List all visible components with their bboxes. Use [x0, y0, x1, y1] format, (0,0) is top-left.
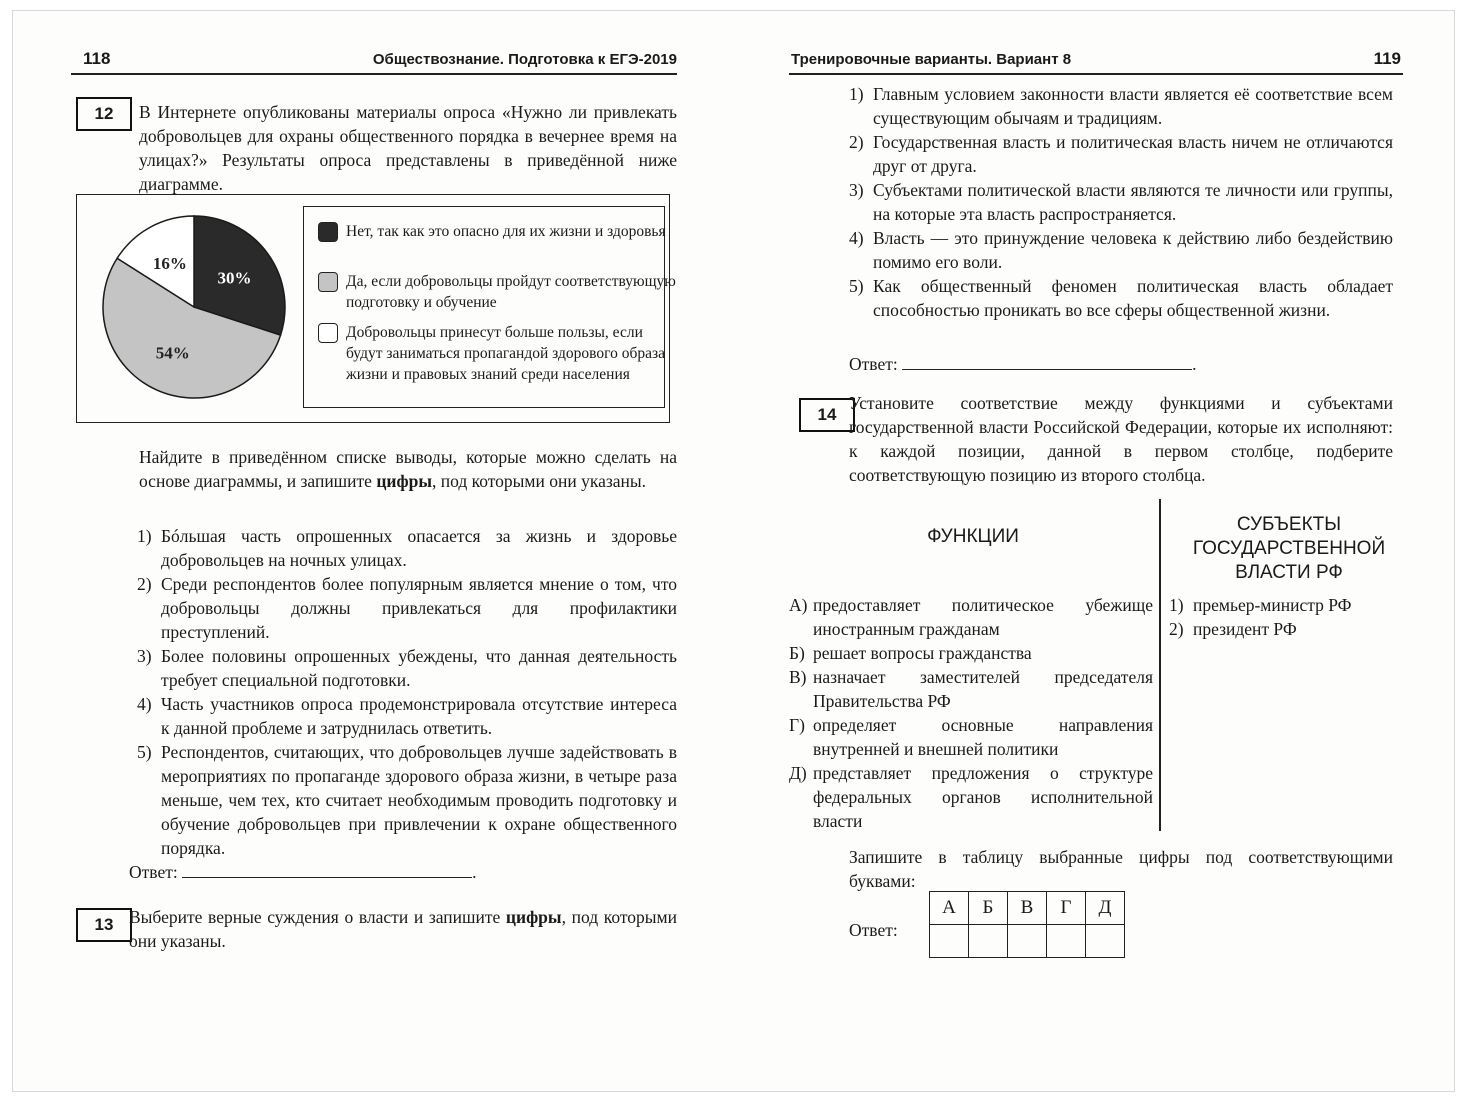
answer-input-cell[interactable]	[1047, 925, 1086, 958]
task-text: , под которыми они указаны.	[129, 907, 677, 951]
item-text: представляет предложения о структуре федеральных органов исполнительной власти	[813, 763, 1153, 831]
pie-slice-label: 30%	[217, 268, 252, 288]
pie-slice-label: 16%	[152, 254, 187, 274]
functions-list	[789, 593, 1153, 833]
answer-letter-cell: Г	[1047, 892, 1086, 925]
answer-line[interactable]	[182, 863, 472, 878]
book-spread	[12, 10, 1455, 1092]
item-number: 4)	[849, 228, 864, 248]
answer-letter-cell: Б	[969, 892, 1008, 925]
running-head-right	[789, 43, 1403, 75]
list-item	[137, 740, 677, 860]
answer-end: .	[472, 862, 477, 882]
pie-chart	[77, 195, 299, 420]
question-14-answer-label: Ответ:	[849, 920, 898, 940]
write-instruction: Запишите в таблицу выбранные цифры под соответствующими буквами:	[849, 847, 1393, 891]
item-text: Государственная власть и политическая власть ничем не отличаются друг от друга.	[873, 132, 1393, 176]
answer-label: Ответ:	[129, 862, 178, 882]
list-item	[789, 665, 1153, 713]
item-text: Как общественный феномен политическая власть обладает способностью проникать во все сферы общественной жизни.	[873, 276, 1393, 320]
answer-line[interactable]	[902, 355, 1192, 370]
right-page	[733, 11, 1454, 1091]
list-item	[849, 178, 1393, 226]
answer-input-cell[interactable]	[1008, 925, 1047, 958]
functions-header: ФУНКЦИИ	[927, 526, 1019, 547]
column-divider	[1159, 499, 1161, 831]
list-item	[849, 82, 1393, 130]
item-number: 5)	[849, 276, 864, 296]
item-text: Бóльшая часть опрошенных опасается за жизнь и здоровье добровольцев на ночных улицах.	[161, 526, 677, 570]
item-text: определяет основные направления внутренней и внешней политики	[813, 715, 1153, 759]
item-text: Более половины опрошенных убеждены, что данная деятельность требует специальной подготовки.	[161, 646, 677, 690]
list-item	[137, 644, 677, 692]
legend-swatch	[318, 272, 338, 292]
answer-letter-cell: А	[930, 892, 969, 925]
item-number: 1)	[1169, 595, 1184, 615]
item-text: Респондентов, считающих, что добровольцев лучше задействовать в мероприятиях по пропаганде здорового образа жизни, в четыре раза меньше, чем тех, кто считает необходимым проводить подготовку и обучение добровольцев при привлечении к охране общественного порядка.	[161, 742, 677, 858]
item-number: 4)	[137, 694, 152, 714]
item-text: президент РФ	[1193, 619, 1297, 639]
page-number: 118	[83, 49, 111, 68]
question-12-answer	[129, 862, 476, 883]
list-item	[849, 226, 1393, 274]
item-number: 1)	[137, 526, 152, 546]
item-text: премьер-министр РФ	[1193, 595, 1352, 615]
answer-end: .	[1192, 354, 1197, 374]
running-head-left	[71, 43, 677, 75]
list-item	[1169, 593, 1409, 617]
question-number-13: 13	[76, 908, 132, 942]
item-letter: А)	[789, 595, 808, 615]
question-14-intro: Установите соответствие между функциями и субъектами государственной власти Российской Федерации, которые их исполняют: к каждой позиции, данной в первом столбце, подберите соответствующую позицию из второго столбца.	[849, 393, 1393, 485]
list-item	[789, 761, 1153, 833]
answer-input-cell[interactable]	[1086, 925, 1125, 958]
subjects-header: СУБЪЕКТЫ ГОСУДАРСТВЕННОЙ ВЛАСТИ РФ	[1192, 514, 1386, 583]
item-text: Часть участников опроса продемонстрировала отсутствие интереса к данной проблеме и затруднилась ответить.	[161, 694, 677, 738]
page-number: 119	[1373, 49, 1401, 68]
task-text: , под которыми они указаны.	[431, 471, 647, 491]
answer-input-cell[interactable]	[930, 925, 969, 958]
item-number: 3)	[849, 180, 864, 200]
item-number: 2)	[1169, 619, 1184, 639]
pie-chart-figure	[76, 194, 676, 423]
answer-label: Ответ:	[849, 354, 898, 374]
legend-swatch	[318, 323, 338, 343]
question-12-task	[139, 445, 677, 493]
legend-item	[318, 322, 676, 385]
answer-input-cell[interactable]	[969, 925, 1008, 958]
question-13-text	[129, 905, 677, 953]
question-13-options	[849, 82, 1393, 322]
item-number: 2)	[849, 132, 864, 152]
item-letter: Д)	[789, 763, 807, 783]
running-title: Обществознание. Подготовка к ЕГЭ-2019	[372, 51, 677, 68]
answer-table	[929, 891, 1125, 958]
legend-item	[318, 271, 676, 313]
task-text: Найдите в приведённом списке выводы, которые можно сделать на основе диаграммы, и запишите	[139, 447, 677, 491]
subjects-list	[1169, 593, 1409, 641]
answer-letter-cell: Д	[1086, 892, 1125, 925]
answer-letter-cell: В	[1008, 892, 1047, 925]
item-text: Среди респондентов более популярным является мнение о том, что добровольцы должны привлекаться для профилактики преступлений.	[161, 574, 677, 642]
item-number: 3)	[137, 646, 152, 666]
legend-label: Добровольцы принесут больше пользы, если будут заниматься пропагандой здорового образа жизни и правовых знаний среди населения	[346, 324, 665, 383]
list-item	[137, 524, 677, 572]
item-number: 1)	[849, 84, 864, 104]
chart-legend	[303, 206, 676, 408]
left-page	[13, 11, 733, 1091]
item-text: Власть — это принуждение человека к действию либо бездействию помимо его воли.	[873, 228, 1393, 272]
item-text: Субъектами политической власти являются те личности или группы, на которые эта власть распространяется.	[873, 180, 1393, 224]
question-number-14: 14	[799, 398, 855, 432]
item-text: назначает заместителей председателя Правительства РФ	[813, 667, 1153, 711]
item-number: 5)	[137, 742, 152, 762]
list-item	[137, 572, 677, 644]
item-letter: Г)	[789, 715, 805, 735]
list-item	[789, 713, 1153, 761]
legend-label: Нет, так как это опасно для их жизни и здоровья	[346, 223, 666, 240]
list-item	[1169, 617, 1409, 641]
item-letter: В)	[789, 667, 807, 687]
item-text: предоставляет политическое убежище иностранным гражданам	[813, 595, 1153, 639]
list-item	[789, 641, 1153, 665]
question-12-options	[137, 524, 677, 860]
question-13-answer	[849, 354, 1196, 375]
task-bold: цифры	[376, 471, 432, 491]
list-item	[789, 593, 1153, 641]
legend-swatch	[318, 222, 338, 242]
list-item	[137, 692, 677, 740]
running-title: Тренировочные варианты. Вариант 8	[791, 51, 1072, 68]
item-text: решает вопросы гражданства	[813, 643, 1032, 663]
item-letter: Б)	[789, 643, 805, 663]
item-text: Главным условием законности власти является её соответствие всем существующим обычаям и традициям.	[873, 84, 1393, 128]
legend-label: Да, если добровольцы пройдут соответствующую подготовку и обучение	[346, 273, 676, 311]
item-number: 2)	[137, 574, 152, 594]
list-item	[849, 274, 1393, 322]
task-text: Выберите верные суждения о власти и запишите	[129, 907, 506, 927]
question-12-intro: В Интернете опубликованы материалы опроса «Нужно ли привлекать добровольцев для охраны общественного порядка в вечернее время на улицах?» Результаты опроса представлены в приведённой ниже диаграмме.	[139, 102, 677, 194]
list-item	[849, 130, 1393, 178]
task-bold: цифры	[505, 907, 562, 927]
question-number-12: 12	[76, 97, 132, 131]
pie-slice-label: 54%	[155, 343, 190, 363]
legend-item	[318, 221, 676, 242]
